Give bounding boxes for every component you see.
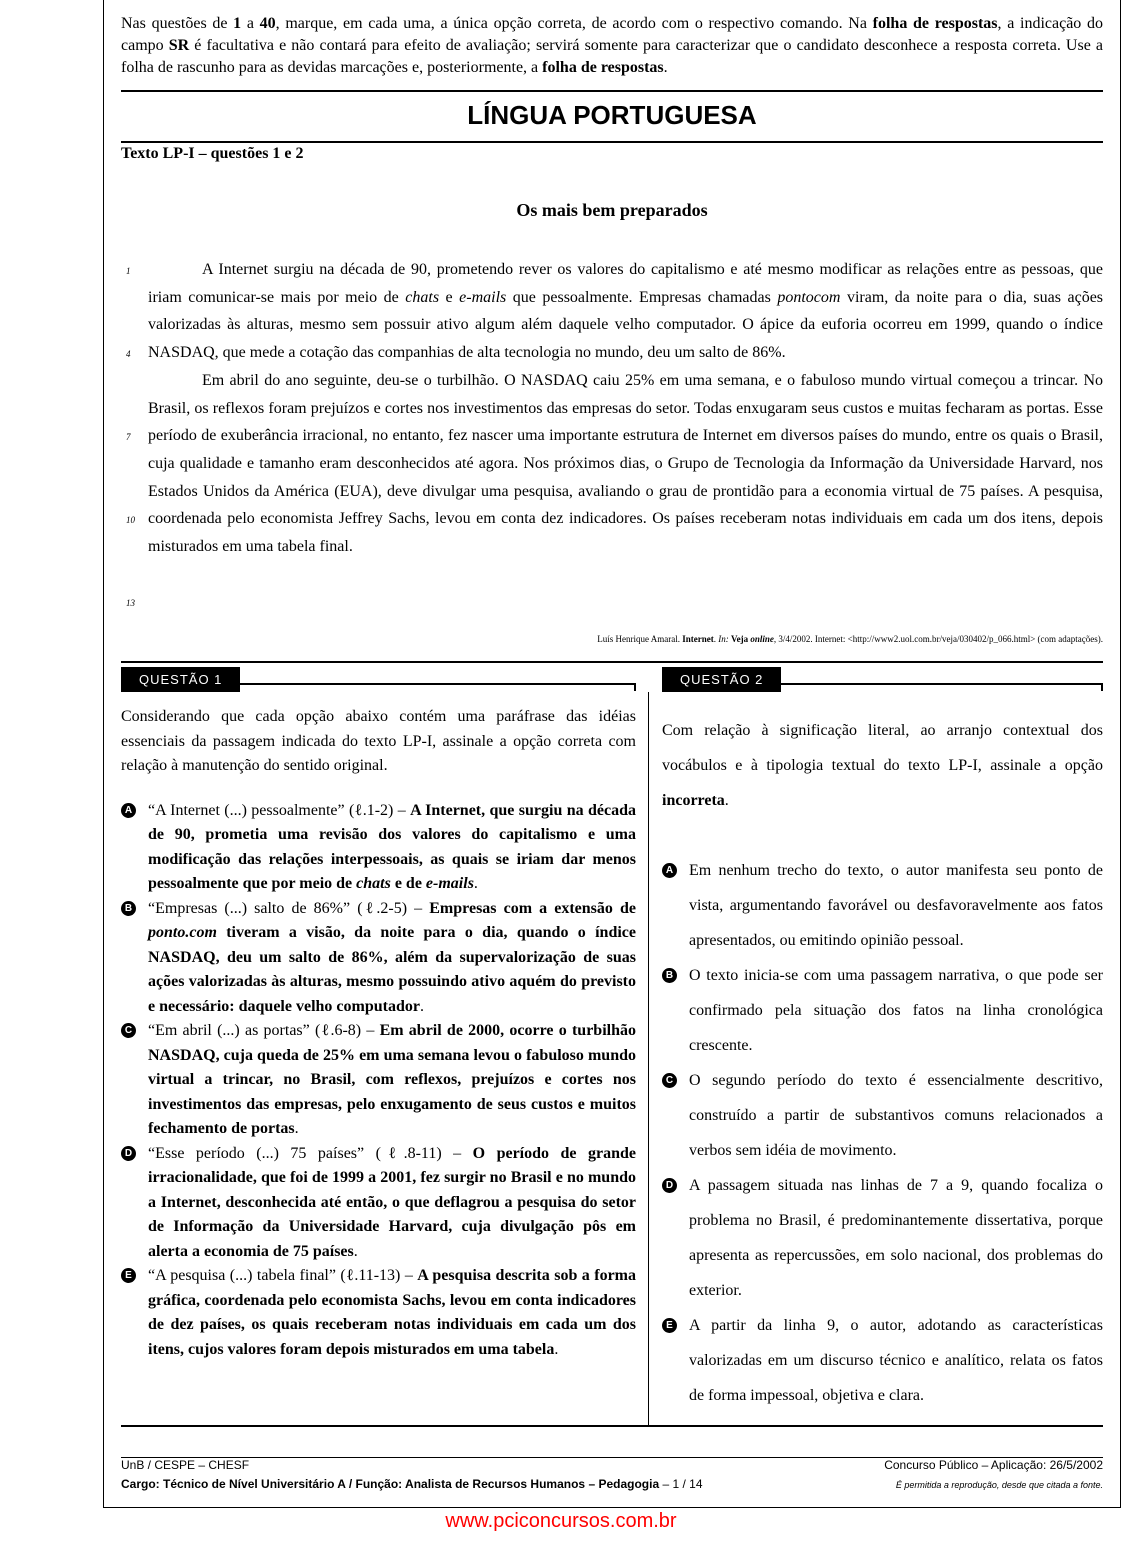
column-divider bbox=[648, 692, 649, 1425]
question-1-statement: Considerando que cada opção abaixo contém uma paráfrase das idéias essenciais da passagem indicada do texto LP-I, assinale a opção correta com relação à manutenção do sentido original. bbox=[121, 708, 636, 774]
line-number: 4 bbox=[126, 349, 131, 359]
option-letter: E bbox=[121, 1268, 136, 1283]
option-letter: C bbox=[662, 1073, 677, 1088]
option-letter: B bbox=[662, 968, 677, 983]
line-number: 13 bbox=[126, 598, 135, 608]
question-2-statement: Com relação à significação literal, ao arranjo contextual dos vocábulos e à tipologia textual do texto LP-I, assinale a opção incorreta. bbox=[662, 722, 1103, 809]
divider bbox=[121, 141, 1103, 143]
option-b[interactable]: B “Empresas (...) salto de 86%” (ℓ.2-5) – Empresas com a extensão de ponto.com tiveram a visão, da noite para o dia, quando o índice NASDAQ, deu um salto de 86%, além da supervalorização de suas ações valorizadas às alturas, mesmo possuindo ativo aquém do previsto e necessário: daquele velho computador. bbox=[121, 897, 636, 1020]
option-letter: D bbox=[662, 1178, 677, 1193]
section-title: LÍNGUA PORTUGUESA bbox=[467, 100, 757, 130]
question-2 bbox=[662, 713, 1103, 1413]
question-2-header bbox=[662, 667, 1103, 692]
article-source: Luís Henrique Amaral. Internet. In: Veja online, 3/4/2002. Internet: <http://www2.uol.com.br/veja/030402/p_066.html> (com adaptações). bbox=[597, 634, 1103, 644]
option-letter: B bbox=[121, 901, 136, 916]
paragraph: A Internet surgiu na década de 90, prometendo rever os valores do capitalismo e até mesmo modificar as relações entre as pessoas, que iriam comunicar-se mais por meio de chats e e-mails que pessoalmente. Empresas chamadas pontocom viram, da noite para o dia, suas ações valorizadas às alturas, mesmo sem possuir ativo algum além daquele velho computador. O ápice da euforia ocorreu em 1999, quando o índice NASDAQ, que mede a cotação das companhias de alta tecnologia no mundo, deu um salto de 86%. bbox=[148, 261, 1104, 362]
question-1-label: QUESTÃO 1 bbox=[121, 667, 240, 692]
line-number: 1 bbox=[126, 266, 131, 276]
footer-contest: Concurso Público – Aplicação: 26/5/2002 bbox=[884, 1458, 1103, 1472]
option-b[interactable]: B O texto inicia-se com uma passagem narrativa, o que pode ser confirmado pela situação dos fatos na linha cronológica crescente. bbox=[662, 958, 1103, 1063]
line-number: 7 bbox=[126, 432, 131, 442]
watermark-link[interactable]: www.pciconcursos.com.br bbox=[445, 1510, 677, 1532]
footer-note: É permitida a reprodução, desde que citada a fonte. bbox=[895, 1480, 1103, 1490]
question-1-header bbox=[121, 667, 636, 692]
divider bbox=[121, 661, 1103, 663]
divider bbox=[121, 1425, 1103, 1427]
option-c[interactable]: C O segundo período do texto é essencialmente descritivo, construído a partir de substantivos comuns relacionados a verbos sem idéia de movimento. bbox=[662, 1063, 1103, 1168]
option-e[interactable]: E “A pesquisa (...) tabela final” (ℓ.11-13) – A pesquisa descrita sob a forma gráfica, coordenada pelo economista Sachs, levou em conta indicadores de dez países, os quais receberam notas individuais em cada um dos itens, cujos valores foram depois misturados em uma tabela. bbox=[121, 1264, 636, 1362]
option-letter: A bbox=[121, 803, 136, 818]
paragraph: Em abril do ano seguinte, deu-se o turbilhão. O NASDAQ caiu 25% em uma semana, e o fabuloso mundo virtual começou a trincar. No Brasil, os reflexos foram prejuízos e cortes nos investimentos das empresas do setor. Todas enxugaram seus custos e muitas fecharam as portas. Esse período de exuberância irracional, no entanto, fez nascer uma importante estrutura de Internet em diversos países do mundo, entre os quais o Brasil, cuja qualidade e tamanho eram desconhecidos até agora. Nos próximos dias, o Grupo de Tecnologia da Informação da Universidade Harvard, nos Estados Unidos da América (EUA), deve divulgar uma pesquisa, avaliando o grau de prontidão para a economia virtual de 75 países. A pesquisa, coordenada pelo economista Jeffrey Sachs, levou em conta dez indicadores. Os países receberam notas individuais em cada um dos itens, depois misturados em uma tabela final. bbox=[148, 371, 1103, 556]
footer-cargo: Cargo: Técnico de Nível Universitário A / Função: Analista de Recursos Humanos – Pedagogia – 1 / 14 bbox=[121, 1477, 703, 1491]
option-d[interactable]: D A passagem situada nas linhas de 7 a 9, quando focaliza o problema no Brasil, é predominantemente dissertativa, porque apresenta as repercussões, em solo nacional, dos problemas do exterior. bbox=[662, 1168, 1103, 1308]
question-2-label: QUESTÃO 2 bbox=[662, 667, 781, 692]
article-title: Os mais bem preparados bbox=[516, 200, 708, 220]
article-body bbox=[148, 256, 1103, 561]
instructions: Nas questões de 1 a 40, marque, em cada uma, a única opção correta, de acordo com o respectivo comando. Na folha de respostas, a indicação do campo SR é facultativa e não contará para efeito de avaliação; servirá somente para caracterizar que o candidato desconhece a resposta correta. Use a folha de rascunho para as devidas marcações e, posteriormente, a folha de respostas. bbox=[121, 15, 1103, 76]
question-1 bbox=[121, 705, 636, 1362]
footer-row-2 bbox=[121, 1477, 1103, 1493]
footer-row-1 bbox=[121, 1458, 1103, 1474]
option-c[interactable]: C “Em abril (...) as portas” (ℓ.6-8) – Em abril de 2000, ocorre o turbilhão NASDAQ, cuja queda de 25% em uma semana levou o fabuloso mundo virtual a trincar, no Brasil, com reflexos, prejuízos e cortes nos investimentos das empresas, pelo enxugamento de seus custos e muitos fechamento de portas. bbox=[121, 1019, 636, 1142]
option-letter: E bbox=[662, 1318, 677, 1333]
text-reference: Texto LP-I – questões 1 e 2 bbox=[121, 145, 304, 162]
option-letter: A bbox=[662, 863, 677, 878]
line-number: 10 bbox=[126, 515, 135, 525]
option-d[interactable]: D “Esse período (...) 75 países” (ℓ.8-11) – O período de grande irracionalidade, que foi de 1999 a 2001, fez surgir no Brasil e no mundo a Internet, desconhecida até então, o que deflagrou a pesquisa do setor de Informação da Universidade Harvard, cuja divulgação pôs em alerta a economia de 75 países. bbox=[121, 1142, 636, 1265]
divider bbox=[121, 90, 1103, 92]
option-letter: C bbox=[121, 1023, 136, 1038]
option-a[interactable]: A Em nenhum trecho do texto, o autor manifesta seu ponto de vista, argumentando favorável ou desfavoravelmente aos fatos apresentados, ou emitindo opinião pessoal. bbox=[662, 853, 1103, 958]
option-e[interactable]: E A partir da linha 9, o autor, adotando as características valorizadas em um discurso técnico e analítico, relata os fatos de forma impessoal, objetiva e clara. bbox=[662, 1308, 1103, 1413]
option-a[interactable]: A “A Internet (...) pessoalmente” (ℓ.1-2) – A Internet, que surgiu na década de 90, prometia uma revisão dos valores do capitalismo e uma modificação das relações interpessoais, as quais se iriam dar menos pessoalmente que por meio de chats e de e-mails. bbox=[121, 799, 636, 897]
option-letter: D bbox=[121, 1146, 136, 1161]
footer-org: UnB / CESPE – CHESF bbox=[121, 1458, 250, 1472]
